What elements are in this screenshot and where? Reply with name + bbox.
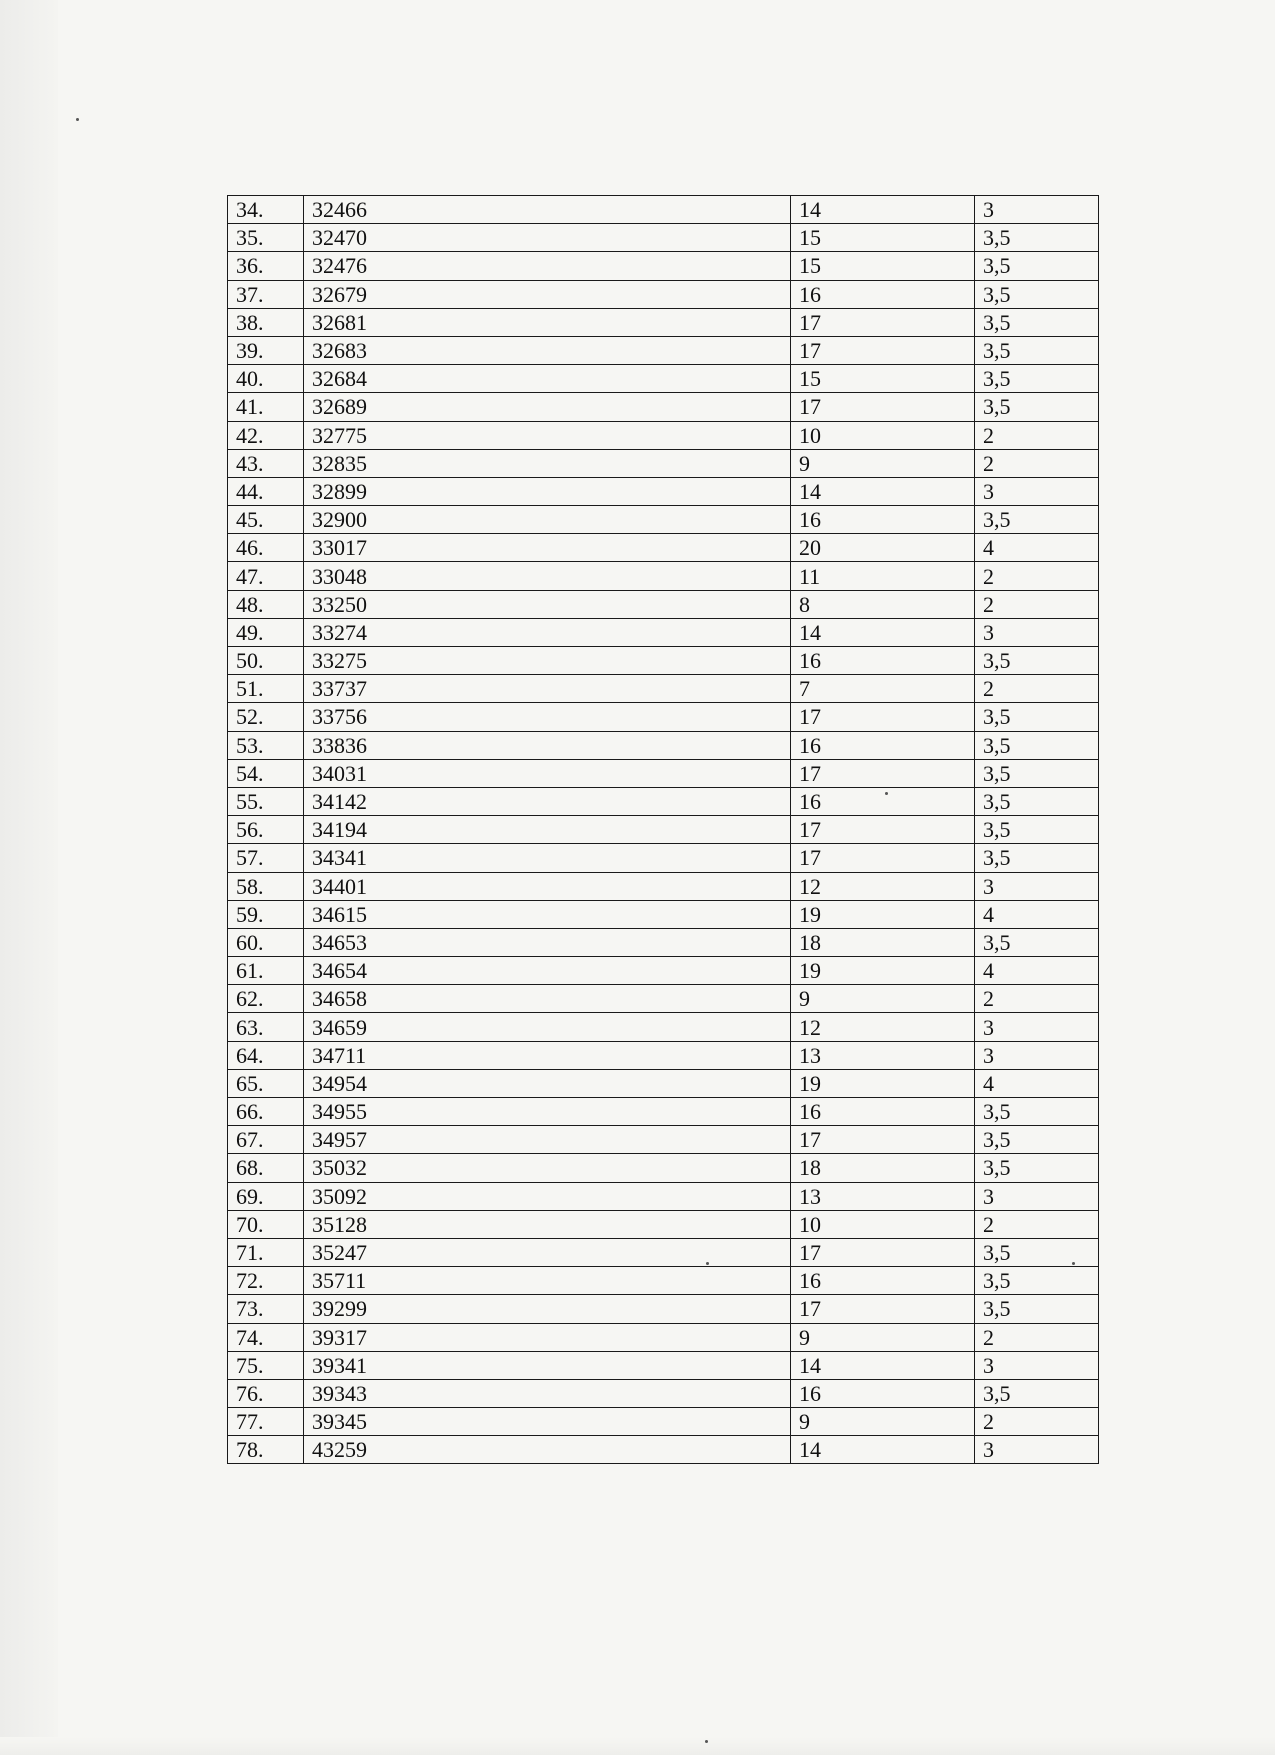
student-id-cell: 39345 <box>304 1408 791 1436</box>
table-row <box>228 985 1099 1013</box>
table-row <box>228 224 1099 252</box>
grade-cell: 3 <box>975 1182 1099 1210</box>
row-number-cell: 78. <box>228 1436 304 1464</box>
grade-cell: 3,5 <box>975 928 1099 956</box>
student-id-cell: 33250 <box>304 590 791 618</box>
row-number-cell: 42. <box>228 421 304 449</box>
points-cell: 17 <box>791 1295 975 1323</box>
row-number-cell: 62. <box>228 985 304 1013</box>
row-number-cell: 44. <box>228 477 304 505</box>
points-cell: 18 <box>791 1154 975 1182</box>
results-table-body <box>228 196 1099 1464</box>
student-id-cell: 34659 <box>304 1013 791 1041</box>
points-cell: 17 <box>791 759 975 787</box>
grade-cell: 3 <box>975 618 1099 646</box>
points-cell: 9 <box>791 449 975 477</box>
points-cell: 9 <box>791 1323 975 1351</box>
grade-cell: 4 <box>975 1069 1099 1097</box>
table-row <box>228 1098 1099 1126</box>
grade-cell: 3,5 <box>975 336 1099 364</box>
grade-cell: 3 <box>975 1041 1099 1069</box>
grade-cell: 3,5 <box>975 703 1099 731</box>
results-table <box>227 195 1099 1464</box>
points-cell: 11 <box>791 562 975 590</box>
points-cell: 17 <box>791 816 975 844</box>
student-id-cell: 32684 <box>304 365 791 393</box>
student-id-cell: 35711 <box>304 1267 791 1295</box>
table-row <box>228 308 1099 336</box>
grade-cell: 3,5 <box>975 506 1099 534</box>
row-number-cell: 45. <box>228 506 304 534</box>
table-row <box>228 421 1099 449</box>
grade-cell: 3 <box>975 1013 1099 1041</box>
row-number-cell: 71. <box>228 1238 304 1266</box>
points-cell: 14 <box>791 1436 975 1464</box>
scanned-page-shadow-left <box>0 0 58 1755</box>
grade-cell: 3,5 <box>975 787 1099 815</box>
grade-cell: 3,5 <box>975 731 1099 759</box>
student-id-cell: 32466 <box>304 196 791 224</box>
grade-cell: 2 <box>975 985 1099 1013</box>
table-row <box>228 1069 1099 1097</box>
points-cell: 16 <box>791 787 975 815</box>
student-id-cell: 34142 <box>304 787 791 815</box>
points-cell: 10 <box>791 421 975 449</box>
grade-cell: 3,5 <box>975 224 1099 252</box>
points-cell: 14 <box>791 618 975 646</box>
row-number-cell: 76. <box>228 1379 304 1407</box>
row-number-cell: 51. <box>228 675 304 703</box>
student-id-cell: 34401 <box>304 872 791 900</box>
student-id-cell: 32679 <box>304 280 791 308</box>
points-cell: 17 <box>791 1238 975 1266</box>
grade-cell: 2 <box>975 1408 1099 1436</box>
points-cell: 17 <box>791 393 975 421</box>
points-cell: 16 <box>791 1098 975 1126</box>
grade-cell: 3,5 <box>975 1295 1099 1323</box>
points-cell: 13 <box>791 1182 975 1210</box>
grade-cell: 3,5 <box>975 1267 1099 1295</box>
scan-speck <box>885 792 888 795</box>
student-id-cell: 34031 <box>304 759 791 787</box>
table-row <box>228 1323 1099 1351</box>
grade-cell: 3,5 <box>975 1154 1099 1182</box>
scanned-page-shadow-bottom <box>0 1737 1275 1755</box>
table-row <box>228 731 1099 759</box>
row-number-cell: 34. <box>228 196 304 224</box>
row-number-cell: 55. <box>228 787 304 815</box>
table-row <box>228 872 1099 900</box>
student-id-cell: 34341 <box>304 844 791 872</box>
student-id-cell: 32681 <box>304 308 791 336</box>
row-number-cell: 61. <box>228 957 304 985</box>
row-number-cell: 41. <box>228 393 304 421</box>
table-row <box>228 365 1099 393</box>
row-number-cell: 58. <box>228 872 304 900</box>
student-id-cell: 32683 <box>304 336 791 364</box>
table-row <box>228 675 1099 703</box>
grade-cell: 3 <box>975 196 1099 224</box>
table-row <box>228 928 1099 956</box>
table-row <box>228 562 1099 590</box>
grade-cell: 4 <box>975 534 1099 562</box>
row-number-cell: 57. <box>228 844 304 872</box>
points-cell: 17 <box>791 1126 975 1154</box>
table-row <box>228 816 1099 844</box>
row-number-cell: 65. <box>228 1069 304 1097</box>
student-id-cell: 34654 <box>304 957 791 985</box>
student-id-cell: 32835 <box>304 449 791 477</box>
table-row <box>228 1379 1099 1407</box>
grade-cell: 3,5 <box>975 1098 1099 1126</box>
student-id-cell: 32476 <box>304 252 791 280</box>
points-cell: 15 <box>791 365 975 393</box>
student-id-cell: 39299 <box>304 1295 791 1323</box>
grade-cell: 3,5 <box>975 1126 1099 1154</box>
scan-speck <box>76 118 79 121</box>
table-row <box>228 787 1099 815</box>
row-number-cell: 64. <box>228 1041 304 1069</box>
points-cell: 7 <box>791 675 975 703</box>
grade-cell: 3,5 <box>975 280 1099 308</box>
points-cell: 19 <box>791 1069 975 1097</box>
grade-cell: 3 <box>975 1351 1099 1379</box>
grade-cell: 3,5 <box>975 252 1099 280</box>
table-row <box>228 1408 1099 1436</box>
grade-cell: 3,5 <box>975 393 1099 421</box>
scan-speck <box>705 1740 708 1743</box>
table-row <box>228 590 1099 618</box>
grade-cell: 3 <box>975 477 1099 505</box>
points-cell: 14 <box>791 477 975 505</box>
table-row <box>228 618 1099 646</box>
points-cell: 12 <box>791 1013 975 1041</box>
grade-cell: 3,5 <box>975 816 1099 844</box>
table-row <box>228 1013 1099 1041</box>
student-id-cell: 33756 <box>304 703 791 731</box>
table-row <box>228 647 1099 675</box>
table-row <box>228 1041 1099 1069</box>
student-id-cell: 33017 <box>304 534 791 562</box>
points-cell: 8 <box>791 590 975 618</box>
row-number-cell: 47. <box>228 562 304 590</box>
table-row <box>228 1210 1099 1238</box>
row-number-cell: 60. <box>228 928 304 956</box>
row-number-cell: 37. <box>228 280 304 308</box>
table-row <box>228 506 1099 534</box>
grade-cell: 2 <box>975 675 1099 703</box>
points-cell: 16 <box>791 1379 975 1407</box>
row-number-cell: 52. <box>228 703 304 731</box>
student-id-cell: 33275 <box>304 647 791 675</box>
table-row <box>228 393 1099 421</box>
student-id-cell: 33274 <box>304 618 791 646</box>
student-id-cell: 39343 <box>304 1379 791 1407</box>
student-id-cell: 33737 <box>304 675 791 703</box>
points-cell: 17 <box>791 308 975 336</box>
grade-cell: 2 <box>975 590 1099 618</box>
points-cell: 16 <box>791 506 975 534</box>
row-number-cell: 53. <box>228 731 304 759</box>
row-number-cell: 40. <box>228 365 304 393</box>
points-cell: 14 <box>791 196 975 224</box>
student-id-cell: 33836 <box>304 731 791 759</box>
table-row <box>228 336 1099 364</box>
student-id-cell: 35032 <box>304 1154 791 1182</box>
points-cell: 15 <box>791 224 975 252</box>
grade-cell: 4 <box>975 957 1099 985</box>
student-id-cell: 35092 <box>304 1182 791 1210</box>
grade-cell: 2 <box>975 449 1099 477</box>
points-cell: 15 <box>791 252 975 280</box>
grade-cell: 2 <box>975 421 1099 449</box>
scan-speck <box>1072 1262 1075 1265</box>
grade-cell: 3,5 <box>975 1238 1099 1266</box>
grade-cell: 3 <box>975 1436 1099 1464</box>
points-cell: 20 <box>791 534 975 562</box>
student-id-cell: 39317 <box>304 1323 791 1351</box>
grade-cell: 2 <box>975 562 1099 590</box>
table-row <box>228 1238 1099 1266</box>
row-number-cell: 67. <box>228 1126 304 1154</box>
grade-cell: 3 <box>975 872 1099 900</box>
points-cell: 17 <box>791 336 975 364</box>
table-row <box>228 900 1099 928</box>
row-number-cell: 48. <box>228 590 304 618</box>
row-number-cell: 77. <box>228 1408 304 1436</box>
student-id-cell: 32775 <box>304 421 791 449</box>
points-cell: 17 <box>791 703 975 731</box>
student-id-cell: 32899 <box>304 477 791 505</box>
table-row <box>228 844 1099 872</box>
table-row <box>228 1126 1099 1154</box>
grade-cell: 3,5 <box>975 844 1099 872</box>
row-number-cell: 73. <box>228 1295 304 1323</box>
points-cell: 18 <box>791 928 975 956</box>
row-number-cell: 69. <box>228 1182 304 1210</box>
grade-cell: 3,5 <box>975 647 1099 675</box>
table-row <box>228 1295 1099 1323</box>
points-cell: 9 <box>791 985 975 1013</box>
row-number-cell: 70. <box>228 1210 304 1238</box>
scan-speck <box>706 1262 709 1265</box>
table-row <box>228 252 1099 280</box>
row-number-cell: 63. <box>228 1013 304 1041</box>
points-cell: 12 <box>791 872 975 900</box>
student-id-cell: 32470 <box>304 224 791 252</box>
row-number-cell: 43. <box>228 449 304 477</box>
student-id-cell: 34615 <box>304 900 791 928</box>
grade-cell: 3,5 <box>975 365 1099 393</box>
table-row <box>228 1267 1099 1295</box>
student-id-cell: 34658 <box>304 985 791 1013</box>
row-number-cell: 74. <box>228 1323 304 1351</box>
row-number-cell: 56. <box>228 816 304 844</box>
row-number-cell: 68. <box>228 1154 304 1182</box>
student-id-cell: 34194 <box>304 816 791 844</box>
student-id-cell: 35128 <box>304 1210 791 1238</box>
student-id-cell: 34653 <box>304 928 791 956</box>
points-cell: 14 <box>791 1351 975 1379</box>
table-row <box>228 759 1099 787</box>
points-cell: 10 <box>791 1210 975 1238</box>
row-number-cell: 39. <box>228 336 304 364</box>
row-number-cell: 36. <box>228 252 304 280</box>
points-cell: 19 <box>791 957 975 985</box>
row-number-cell: 38. <box>228 308 304 336</box>
student-id-cell: 33048 <box>304 562 791 590</box>
student-id-cell: 32900 <box>304 506 791 534</box>
points-cell: 16 <box>791 1267 975 1295</box>
grade-cell: 3,5 <box>975 1379 1099 1407</box>
row-number-cell: 66. <box>228 1098 304 1126</box>
student-id-cell: 34954 <box>304 1069 791 1097</box>
table-row <box>228 534 1099 562</box>
grade-cell: 3,5 <box>975 759 1099 787</box>
student-id-cell: 34955 <box>304 1098 791 1126</box>
grade-cell: 4 <box>975 900 1099 928</box>
row-number-cell: 59. <box>228 900 304 928</box>
student-id-cell: 32689 <box>304 393 791 421</box>
student-id-cell: 39341 <box>304 1351 791 1379</box>
points-cell: 16 <box>791 280 975 308</box>
table-row <box>228 1154 1099 1182</box>
row-number-cell: 46. <box>228 534 304 562</box>
points-cell: 16 <box>791 647 975 675</box>
table-row <box>228 477 1099 505</box>
row-number-cell: 75. <box>228 1351 304 1379</box>
grade-cell: 3,5 <box>975 308 1099 336</box>
row-number-cell: 49. <box>228 618 304 646</box>
row-number-cell: 72. <box>228 1267 304 1295</box>
row-number-cell: 50. <box>228 647 304 675</box>
points-cell: 9 <box>791 1408 975 1436</box>
student-id-cell: 34957 <box>304 1126 791 1154</box>
table-row <box>228 1436 1099 1464</box>
points-cell: 17 <box>791 844 975 872</box>
table-row <box>228 703 1099 731</box>
table-row <box>228 196 1099 224</box>
table-row <box>228 449 1099 477</box>
student-id-cell: 43259 <box>304 1436 791 1464</box>
row-number-cell: 35. <box>228 224 304 252</box>
grade-cell: 2 <box>975 1323 1099 1351</box>
table-row <box>228 280 1099 308</box>
student-id-cell: 34711 <box>304 1041 791 1069</box>
table-row <box>228 1351 1099 1379</box>
table-row <box>228 957 1099 985</box>
table-row <box>228 1182 1099 1210</box>
grade-cell: 2 <box>975 1210 1099 1238</box>
points-cell: 19 <box>791 900 975 928</box>
points-cell: 13 <box>791 1041 975 1069</box>
points-cell: 16 <box>791 731 975 759</box>
row-number-cell: 54. <box>228 759 304 787</box>
student-id-cell: 35247 <box>304 1238 791 1266</box>
